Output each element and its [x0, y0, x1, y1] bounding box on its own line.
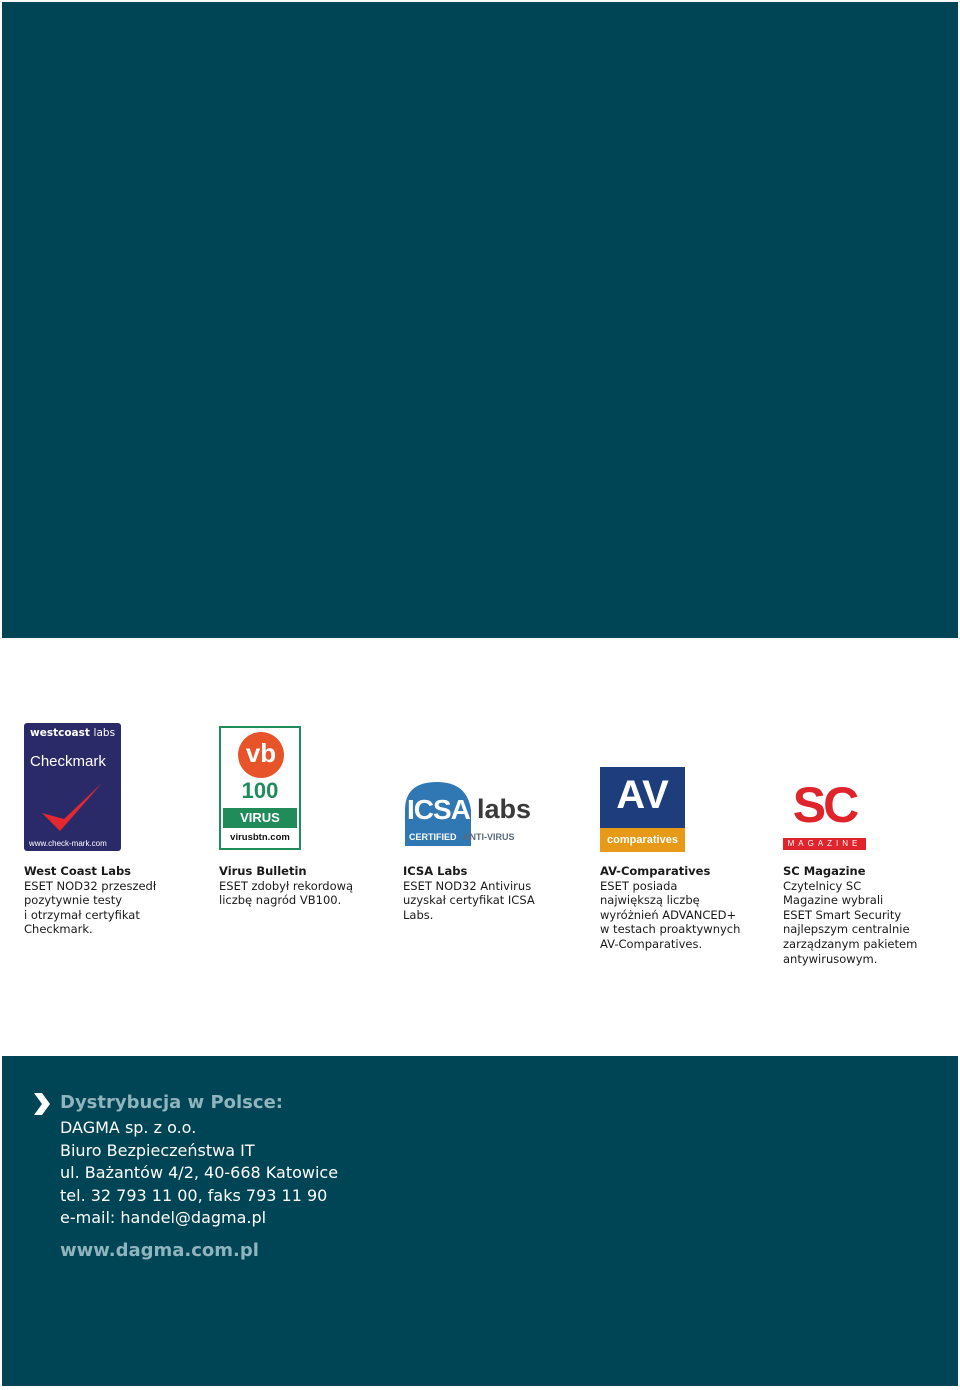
award-caption-sc-magazine: SC Magazine Czytelnicy SC Magazine wybrali ESET Smart Security najlepszym centralnie zarządzanym pakietem antywirusowym.	[783, 864, 918, 966]
av-comparatives-logo: AV comparatives	[600, 767, 685, 852]
footer-company: DAGMA sp. z o.o.	[60, 1118, 197, 1137]
footer-email[interactable]: e-mail: handel@dagma.pl	[60, 1208, 267, 1227]
footer-website-link[interactable]: www.dagma.com.pl	[60, 1240, 259, 1261]
top-color-band	[2, 2, 958, 638]
icsa-labs-logo: ICSA labs CERTIFIED ANTI-VIRUS	[403, 780, 531, 848]
westcoast-labs-logo: westcoast labs Checkmark www.check-mark.com	[24, 723, 121, 851]
checkmark-icon	[38, 779, 108, 835]
footer-phone: tel. 32 793 11 00, faks 793 11 90	[60, 1186, 328, 1205]
award-caption-av-comparatives: AV-Comparatives ESET posiada największą liczbę wyróżnień ADVANCED+ w testach proaktywnych AV-Comparatives.	[600, 864, 741, 951]
award-caption-westcoast: West Coast Labs ESET NOD32 przeszedł pozytywnie testy i otrzymał certyfikat Checkmark.	[24, 864, 157, 937]
footer-address: ul. Bażantów 4/2, 40-668 Katowice	[60, 1163, 339, 1182]
chevron-right-icon	[32, 1093, 50, 1115]
distribution-heading: Dystrybucja w Polsce:	[60, 1092, 283, 1113]
award-caption-vb100: Virus Bulletin ESET zdobył rekordową liczbę nagród VB100.	[219, 864, 354, 908]
award-caption-icsa: ICSA Labs ESET NOD32 Antivirus uzyskał certyfikat ICSA Labs.	[403, 864, 535, 922]
vb100-logo: vb 100 VIRUS virusbtn.com	[219, 726, 301, 850]
sc-magazine-logo: SC MAGAZINE	[783, 784, 866, 850]
footer-department: Biuro Bezpieczeństwa IT	[60, 1141, 255, 1160]
